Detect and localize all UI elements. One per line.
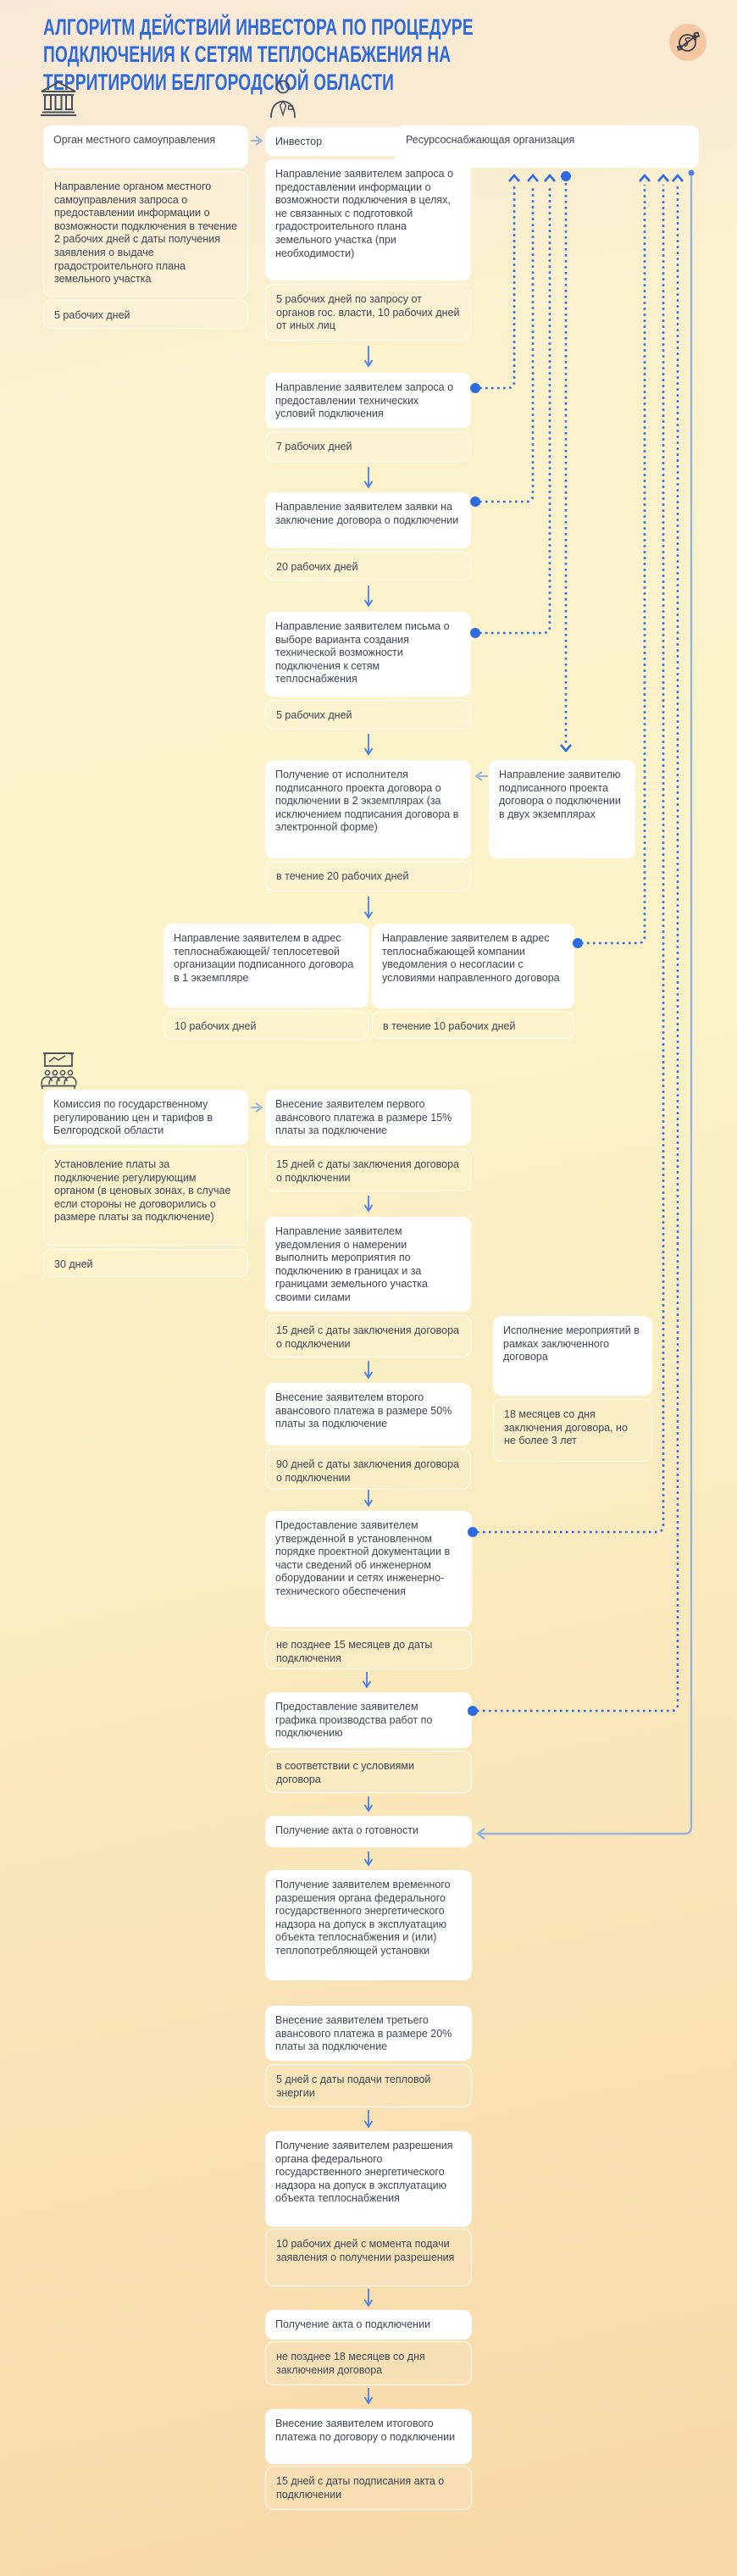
actor-omsu-box: Орган местного самоуправления (43, 125, 248, 168)
term-letter-variant: 5 рабочих дней (265, 700, 471, 730)
term-notice-self-works: 15 дней с даты заключения договора о подключении (265, 1315, 471, 1357)
person-icon (266, 78, 300, 123)
step-receive-draft-contract: Получение от исполнителя подписанного проекта договора о подключении в 2 экземплярах (за исключением подписания договора в электронной форме) (265, 760, 471, 858)
bank-icon (39, 80, 78, 121)
step-query-tech-conditions: Направление заявителем запроса о предоставлении технических условий подключения (265, 373, 471, 428)
term-connection-act: не позднее 18 месяцев со дня заключения договора (265, 2341, 472, 2385)
step-rso-send-draft: Направление заявителю подписанного проекта договора о подключении в двух экземплярах (489, 760, 635, 858)
step-omsu-request: Направление органом местного самоуправления запроса о предоставлении информации о возможности подключения в течение 2 рабочих дней с даты получения заявления о выдаче градостроительного плана земельного участка (43, 171, 248, 297)
step-application-contract: Направление заявителем заявки на заключение договора о подключении (265, 492, 471, 548)
step-readiness-act: Получение акта о готовности (265, 1816, 472, 1847)
step-connection-act: Получение акта о подключении (265, 2310, 472, 2340)
dotted-connector-letter (479, 185, 550, 633)
step-work-schedule: Предоставление заявителем графика производства работ по подключению (265, 1692, 472, 1748)
dotted-connector-tech-conditions (479, 185, 514, 388)
term-energy-permit: 10 рабочих дней с момента подачи заявления о получении разрешения (265, 2229, 472, 2286)
step-final-payment: Внесение заявителем итогового платежа по договору о подключении (265, 2409, 472, 2464)
term-query-tech-conditions: 7 рабочих дней (265, 431, 471, 462)
term-send-signed: 10 рабочих дней (163, 1011, 368, 1040)
down-arrowhead-draft (561, 745, 571, 751)
rso-up-arrowheads (509, 175, 683, 751)
term-final-payment: 15 дней с даты подписания акта о подключении (265, 2466, 472, 2510)
term-project-documentation: не позднее 15 месяцев до даты подключения (265, 1629, 472, 1669)
omsu-to-investor-arrow (251, 136, 262, 145)
step-energy-permit: Получение заявителем разрешения органа федерального государственного энергетического надзора на допуск в эксплуатацию объекта теплоснабжения (265, 2131, 472, 2227)
step-disagree-notice: Направление заявителем в адрес теплоснабжающей компании уведомления о несогласии с условиями направленного договора (372, 924, 574, 1008)
step-notice-self-works: Направление заявителем уведомления о намерении выполнить мероприятия по подключению в границах и за границами земельного участка своими силами (265, 1217, 471, 1312)
term-application-contract: 20 рабочих дней (265, 552, 471, 580)
dotted-connector-application (479, 185, 533, 502)
step-advance-payment-3: Внесение заявителем третьего авансового платежа в размере 20% платы за подключение (265, 2006, 472, 2061)
commission-to-payment-arrow (251, 1103, 262, 1112)
actor-commission-box: Комиссия по государственному регулированию цен и тарифов в Белгородской области (43, 1090, 248, 1145)
term-commission: 30 дней (43, 1249, 248, 1277)
step-execute-measures: Исполнение мероприятий в рамках заключенного договора (493, 1316, 652, 1396)
term-work-schedule: в соответствии с условиями договора (265, 1751, 472, 1793)
term-advance-payment-1: 15 дней с даты заключения договора о подключении (265, 1149, 471, 1191)
step-query-info: Направление заявителем запроса о предоставлении информации о возможности подключения в целях, не связанных с подготовкой градостроительного плана земельного участка (при необходимости) (265, 159, 471, 280)
step-letter-variant: Направление заявителем письма о выборе варианта создания технической возможности подключения к сетям теплоснабжения (265, 612, 471, 697)
term-omsu: 5 рабочих дней (43, 300, 248, 329)
term-receive-draft: в течение 20 рабочих дней (265, 861, 471, 891)
actor-rso-box: Ресурсоснабжающая организация (396, 125, 699, 168)
term-query-info: 5 рабочих дней по запросу от органов гос. власти, 10 рабочих дней от иных лиц (265, 284, 471, 341)
step-temporary-permit: Получение заявителем временного разрешения органа федерального государственного энергетического надзора на допуск в эксплуатацию объекта теплоснабжения и (или) теплопотребляющей установки (265, 1870, 472, 1980)
term-disagree: в течение 10 рабочих дней (372, 1011, 574, 1039)
step-project-documentation: Предоставление заявителем утвержденной в установленном порядке проектной документации в части сведений об инженерном оборудовании и сетях инженерно-технического обеспечения (265, 1511, 472, 1627)
step-advance-payment-2: Внесение заявителем второго авансового платежа в размере 50% платы за подключение (265, 1383, 471, 1446)
term-execute-measures: 18 месяцев со дня заключения договора, но не более 3 лет (493, 1399, 652, 1462)
term-advance-payment-3: 5 дней с даты подачи тепловой энергии (265, 2064, 472, 2107)
actor-investor-box: Инвестор (265, 127, 471, 156)
step-advance-payment-1: Внесение заявителем первого авансового платежа в размере 15% платы за подключение (265, 1090, 471, 1146)
rso-draft-to-investor-arrow (476, 772, 488, 780)
step-commission-set-fee: Установление платы за подключение регулирующим органом (в ценовых зонах, в случае если стороны не договорились о размере платы за подключение) (43, 1149, 248, 1246)
page-title: АЛГОРИТМ ДЕЙСТВИЙ ИНВЕСТОРА ПО ПРОЦЕДУРЕ ПОДКЛЮЧЕНИЯ К СЕТЯМ ТЕПЛОСНАБЖЕНИЯ НА ТЕРРИТИРОИИ БЕЛГОРОДСКОЙ ОБЛАСТИ (43, 14, 474, 95)
step-send-signed-contract: Направление заявителем в адрес теплоснабжающей/ теплосетевой организации подписанного договора в 1 экземпляре (163, 924, 368, 1008)
term-advance-payment-2: 90 дней с даты заключения договора о подключении (265, 1449, 471, 1490)
clock-arrow-icon (669, 24, 707, 61)
